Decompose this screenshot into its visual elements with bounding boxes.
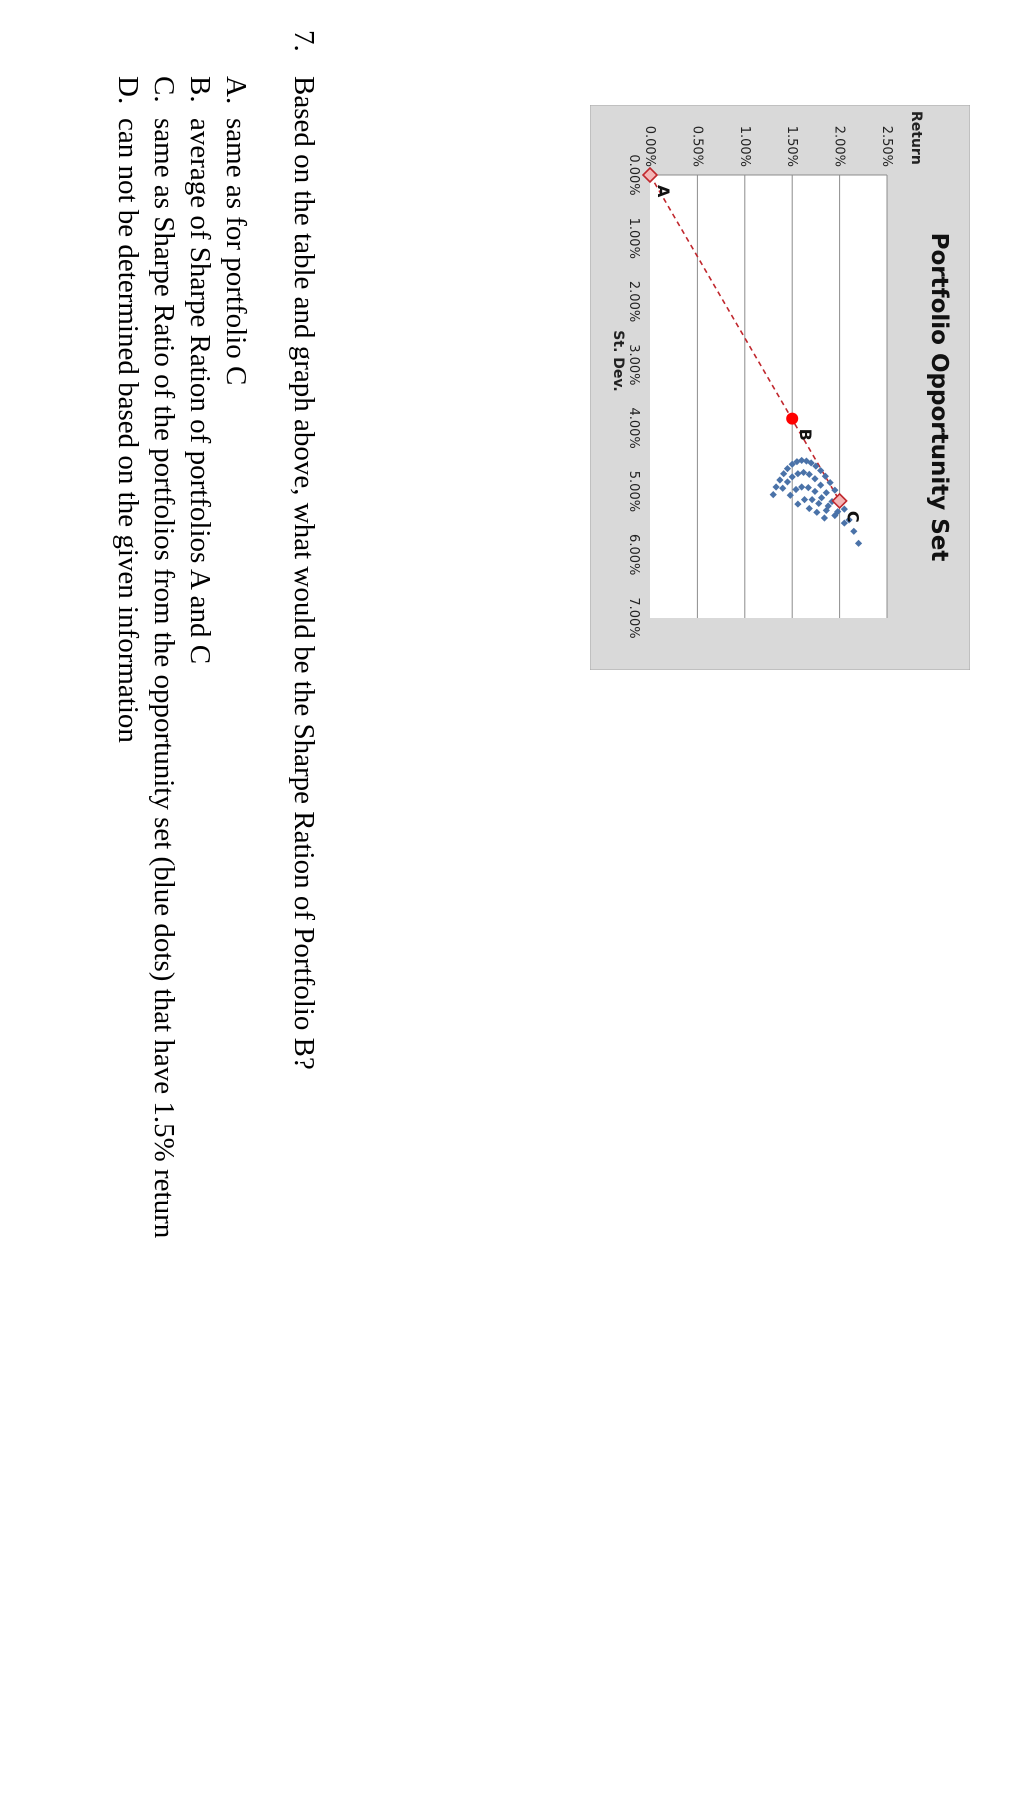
point-label-a: A (654, 185, 673, 198)
option-b[interactable] (182, 76, 218, 1790)
x-tick-label: 2.00% (626, 280, 641, 323)
y-tick-label: 2.00% (831, 125, 847, 167)
option-text: same as for portfolio C (220, 118, 252, 386)
x-tick-label: 0.00% (626, 154, 641, 196)
x-tick-label: 1.00% (626, 217, 641, 259)
option-letter: B. (184, 76, 216, 103)
question-block (110, 30, 326, 1790)
plot-area (650, 175, 887, 618)
y-tick-label: 2.50% (879, 125, 894, 167)
opportunity-set-chart (590, 105, 970, 670)
question-text: Based on the table and graph above, what would be the Sharpe Ration of Portfolio B? (288, 76, 320, 1070)
option-letter: D. (112, 76, 144, 105)
y-axis-title: Return (908, 111, 924, 165)
option-letter: A. (220, 76, 252, 105)
chart-title: Portfolio Opportunity Set (926, 232, 952, 562)
x-axis-title: St. Dev. (610, 330, 626, 392)
x-tick-label: 6.00% (626, 534, 641, 576)
question-line (282, 30, 326, 1790)
option-text: same as Sharpe Ratio of the portfolios from the opportunity set (blue dots) that have 1.5% return (148, 118, 180, 1239)
y-tick-label: 0.50% (689, 125, 705, 167)
x-tick-label: 4.00% (626, 407, 641, 449)
point-label-b: B (796, 428, 816, 441)
point-b-marker (786, 413, 798, 425)
x-tick-label: 3.00% (626, 344, 641, 386)
point-label-c: C (843, 510, 863, 523)
option-text: average of Sharpe Ration of portfolios A and C (184, 118, 216, 665)
y-tick-label: 0.00% (642, 125, 657, 167)
x-tick-label: 7.00% (626, 597, 641, 639)
option-c[interactable] (146, 76, 182, 1790)
y-tick-label: 1.00% (736, 125, 752, 167)
option-a[interactable] (218, 76, 254, 1790)
question-number: 7. (288, 30, 320, 52)
option-d[interactable] (110, 76, 146, 1790)
x-tick-label: 5.00% (626, 470, 641, 513)
option-text: can not be determined based on the given information (112, 118, 144, 743)
y-tick-label: 1.50% (784, 125, 800, 167)
option-letter: C. (148, 76, 180, 103)
